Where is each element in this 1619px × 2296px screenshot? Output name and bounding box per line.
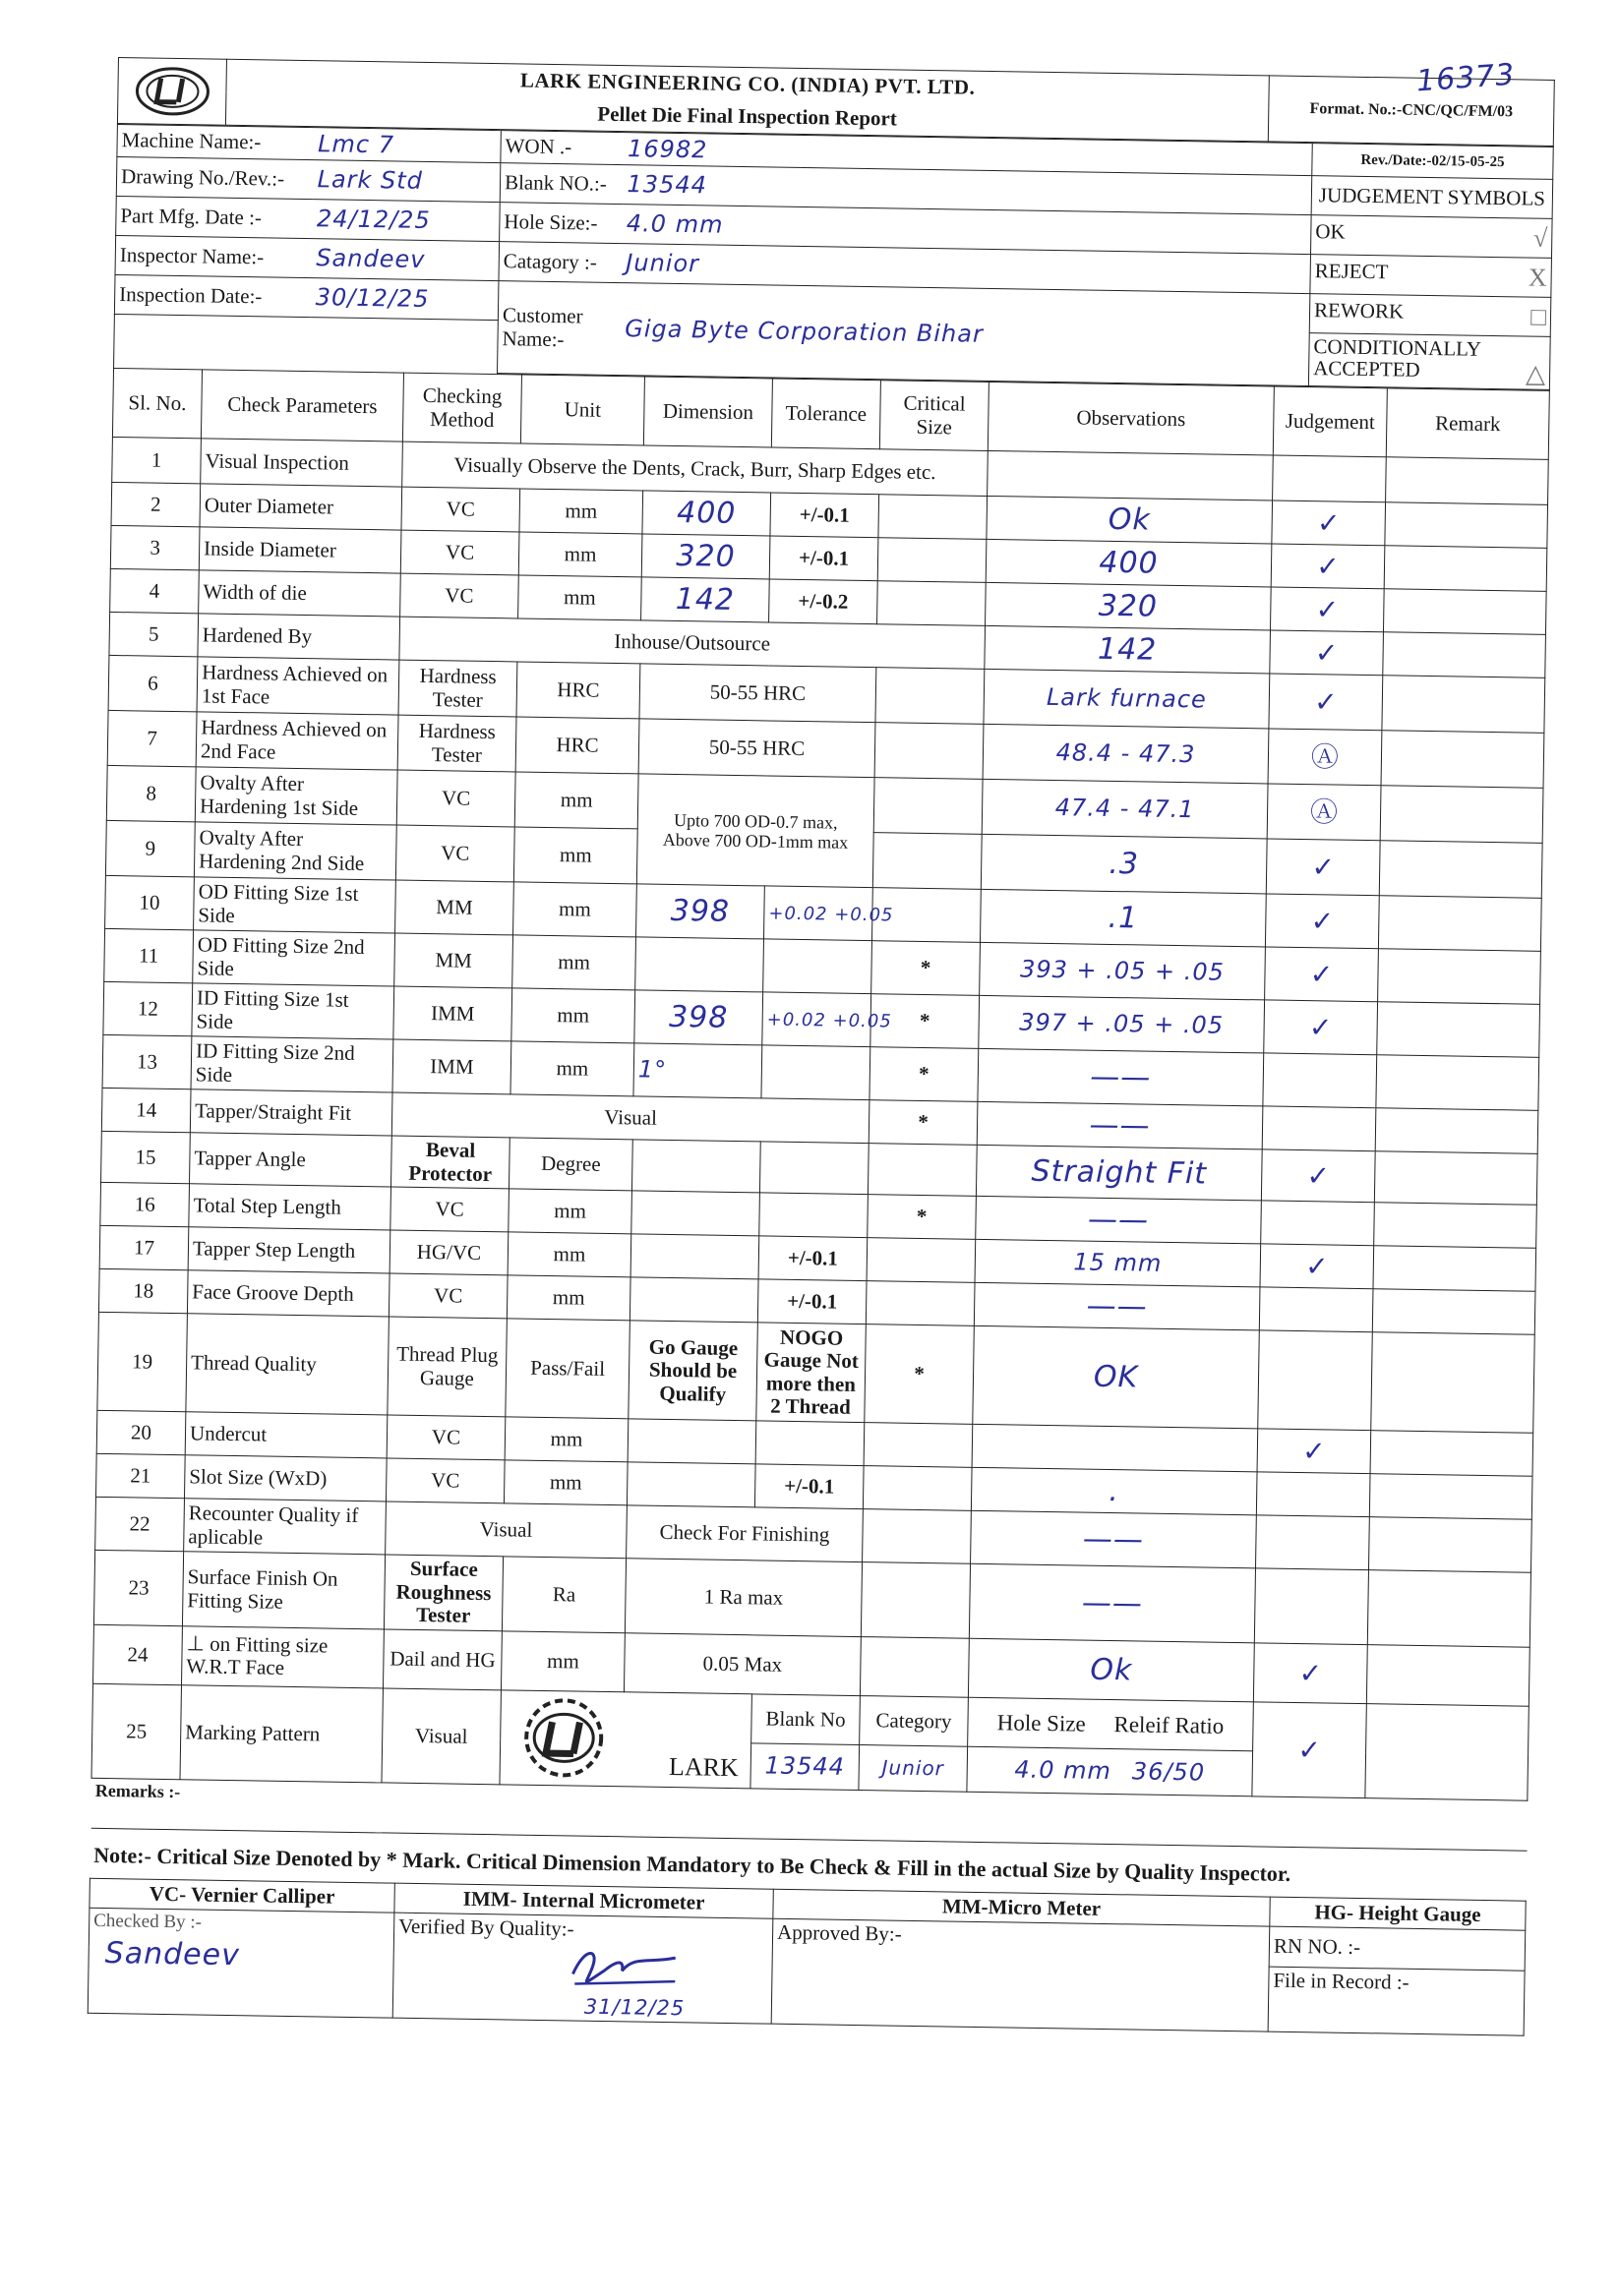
row-dimension: 320: [676, 539, 736, 574]
row-critical: [863, 1466, 972, 1511]
row-judgement: ✓: [1315, 593, 1340, 626]
row-param: Inside Diameter: [199, 527, 401, 573]
row-span-text: Visually Observe the Dents, Crack, Burr, Sharp Edges etc.: [402, 442, 989, 496]
row-sl: 22: [95, 1498, 185, 1552]
row-dimension: 1°: [637, 1055, 668, 1085]
row-unit: mm: [511, 988, 635, 1043]
row-param: Tapper Step Length: [188, 1227, 390, 1273]
marking-blank-no-value: 13544: [764, 1751, 846, 1781]
row-unit: mm: [507, 1275, 630, 1321]
marking-hole-size-label: Hole Size: [996, 1709, 1086, 1737]
row-unit: mm: [512, 935, 636, 990]
row-method: Dail and HG: [383, 1629, 502, 1690]
part-mfg-date-label: Part Mfg. Date :-: [116, 196, 314, 238]
gear-logo-icon: [505, 1696, 624, 1781]
marking-releif-ratio-value: 36/50: [1131, 1757, 1206, 1787]
row-method: VC: [401, 487, 520, 532]
row-dimension-span: 0.05 Max: [624, 1633, 861, 1696]
lark-text: LARK: [668, 1752, 739, 1783]
col-judgement: Judgement: [1273, 386, 1387, 457]
blank-no-value: 13544: [627, 170, 708, 200]
row-param: Total Step Length: [189, 1184, 391, 1230]
row-judgement: ✓: [1310, 905, 1335, 938]
row-sl: 10: [105, 876, 195, 930]
row-observation: 320: [1098, 588, 1159, 624]
row-observation: .1: [1108, 900, 1139, 936]
col-checking-method: Checking Method: [402, 373, 521, 443]
row-observation: ——: [1090, 1059, 1152, 1095]
marking-category-value: Junior: [881, 1755, 945, 1781]
row-unit: mm: [504, 1460, 628, 1505]
row-param: Surface Finish On Fitting Size: [182, 1552, 385, 1629]
row-dimension: 398: [670, 893, 731, 929]
verifier-signature-icon: [565, 1945, 684, 1992]
row-sl: 19: [97, 1313, 188, 1412]
row-tolerance: [755, 1421, 865, 1466]
row-dimension: 142: [675, 582, 736, 618]
row-tolerance: +/-0.1: [757, 1279, 867, 1325]
row-observation: ——: [1089, 1107, 1151, 1144]
row-method: VC: [396, 770, 515, 827]
row-param: Visual Inspection: [201, 439, 403, 487]
row-observation: .3: [1109, 846, 1140, 882]
row-param: Thread Quality: [186, 1314, 390, 1415]
row-sl: 6: [108, 656, 198, 712]
row-sl: 5: [109, 613, 199, 657]
row-method-span: Visual: [386, 1501, 628, 1559]
row-method: Visual: [382, 1688, 501, 1785]
col-observations: Observations: [988, 383, 1274, 456]
reject-symbol-label: REJECT: [1314, 259, 1389, 284]
row-method: VC: [390, 1187, 510, 1232]
row-observation: OK: [1093, 1359, 1139, 1395]
row-param: Ovalty After Hardening 2nd Side: [194, 822, 396, 880]
legend-mm: MM-Micro Meter: [773, 1889, 1270, 1926]
drawing-no-label: Drawing No./Rev.:-: [116, 156, 314, 199]
row-method: Hardness Tester: [398, 660, 517, 717]
judgement-symbol-rework: [1309, 294, 1551, 337]
row-unit: mm: [518, 532, 642, 577]
row-dimension-span: 1 Ra max: [625, 1559, 862, 1636]
row-param: Marking Pattern: [180, 1685, 383, 1783]
square-icon: □: [1530, 302, 1547, 331]
category-label: Catagory :-: [499, 242, 623, 283]
row-tolerance: +/-0.2: [769, 579, 878, 624]
checked-by-label: Checked By :-: [93, 1910, 203, 1933]
row-method: Hardness Tester: [397, 715, 516, 772]
row-tolerance: +/-0.1: [758, 1236, 868, 1281]
row-critical: [864, 1423, 973, 1468]
row-unit: HRC: [516, 662, 640, 719]
row-judgement: ✓: [1298, 1656, 1323, 1690]
row-tolerance: +0.02 +0.05: [766, 1009, 892, 1032]
part-mfg-date-value: 24/12/25: [316, 205, 431, 235]
row-method: VC: [389, 1273, 508, 1319]
row-tolerance: [761, 1045, 870, 1100]
row-critical: *: [868, 1195, 977, 1240]
row-sl: 18: [98, 1269, 188, 1314]
row-unit: Pass/Fail: [506, 1319, 630, 1419]
row-critical: *: [871, 941, 981, 996]
legend-vc: VC- Vernier Calliper: [90, 1878, 394, 1913]
file-in-record-label: File in Record :-: [1268, 1967, 1525, 2036]
row-observation: .: [1109, 1474, 1120, 1509]
row-judgement: ✓: [1297, 1733, 1322, 1767]
row-critical: [866, 1281, 975, 1326]
marking-hole-relief-labels: [968, 1697, 1254, 1751]
row-observation: 142: [1097, 631, 1158, 668]
row-method: VC: [386, 1458, 505, 1503]
row-unit: Ra: [502, 1557, 626, 1633]
inspection-date-value: 30/12/25: [315, 283, 430, 314]
row-sl: 3: [110, 526, 200, 570]
col-critical-size: Critical Size: [879, 381, 989, 451]
row-method: MM: [394, 933, 513, 988]
row-tolerance: +/-0.1: [770, 493, 879, 538]
checked-by-signature: Sandeev: [104, 1936, 241, 1973]
row-judgement: ✓: [1309, 958, 1334, 991]
row-param: OD Fitting Size 2nd Side: [193, 930, 395, 986]
row-sl: 21: [95, 1454, 185, 1499]
company-name: LARK ENGINEERING CO. (INDIA) PVT. LTD.: [226, 59, 1269, 108]
rn-no-label: RN NO. :-: [1269, 1926, 1526, 1971]
approved-by-label: Approved By:-: [771, 1918, 1270, 2031]
critical-size-note: Note:- Critical Size Denoted by * Mark. Critical Dimension Mandatory to Be Check & Fill in the actual Size by Quality Inspector.: [93, 1842, 1291, 1886]
row-param: Tapper/Straight Fit: [190, 1089, 392, 1136]
row-critical: *: [865, 1325, 975, 1425]
row-dimension: Go Gauge Should be Qualify: [629, 1321, 758, 1421]
row-observation: Straight Fit: [1031, 1153, 1208, 1192]
row-sl: 13: [102, 1035, 192, 1089]
row-sl: 12: [103, 982, 193, 1036]
row-critical: [878, 495, 988, 540]
row-critical: *: [870, 994, 980, 1049]
row-observation: 47.4 - 47.1: [1054, 794, 1195, 824]
marking-blank-no-label: Blank No: [751, 1694, 861, 1745]
row-unit: mm: [510, 1041, 634, 1096]
marking-logo-cell: [500, 1690, 751, 1789]
row-param: Tapper Angle: [190, 1133, 392, 1187]
row-observation: ——: [1082, 1521, 1145, 1558]
serial-number: 16373: [1414, 57, 1517, 99]
row-tolerance: +/-0.1: [769, 536, 878, 581]
row-sl: 17: [99, 1226, 189, 1270]
row-param: Width of die: [199, 570, 401, 617]
row-sl: 8: [106, 766, 196, 822]
row-unit: Degree: [509, 1138, 632, 1191]
row-sl: 11: [104, 929, 194, 983]
row-unit: mm: [513, 882, 637, 937]
verified-date: 31/12/25: [583, 1994, 686, 2021]
row-method: VC: [395, 825, 514, 882]
row-method: Surface Roughness Tester: [384, 1555, 503, 1630]
row-observation: Lark furnace: [1046, 683, 1208, 714]
col-check-parameters: Check Parameters: [201, 370, 403, 442]
hole-size-value: 4.0 mm: [626, 209, 724, 239]
row-judgement: ✓: [1306, 1159, 1331, 1193]
judgement-symbol-reject: [1310, 255, 1552, 298]
cross-icon: X: [1528, 263, 1547, 292]
inspector-name-label: Inspector Name:-: [115, 235, 313, 277]
col-tolerance: Tolerance: [771, 379, 880, 449]
customer-name-value: Giga Byte Corporation Bihar: [625, 315, 985, 349]
row-dimension-span: 50-55 HRC: [639, 664, 876, 723]
row-param: Hardened By: [198, 614, 400, 660]
row-observation: ——: [1087, 1202, 1150, 1238]
row-param: Slot Size (WxD): [184, 1455, 387, 1501]
row-tolerance: NOGO Gauge Not more then 2 Thread: [756, 1323, 867, 1423]
row-param: ⊥ on Fitting size W.R.T Face: [182, 1626, 385, 1688]
row-tolerance: +0.02 +0.05: [768, 903, 894, 926]
row-dimension-span: 50-55 HRC: [638, 719, 875, 778]
row-sl: 20: [96, 1411, 186, 1455]
row-observation: 15 mm: [1073, 1248, 1163, 1278]
row-unit: HRC: [515, 717, 639, 774]
machine-name-label: Machine Name:-: [117, 124, 314, 159]
row-sl: 14: [101, 1089, 191, 1133]
customer-name-label: Customer Name:-: [497, 281, 621, 376]
inspection-form: [89, 57, 1553, 2021]
rework-symbol-label: REWORK: [1313, 298, 1405, 324]
row-observation: 397 + .05 + .05: [1019, 1008, 1225, 1040]
row-unit: mm: [508, 1232, 631, 1277]
triangle-icon: △: [1525, 359, 1546, 388]
col-dimension: Dimension: [643, 377, 772, 447]
drawing-no-value: Lark Std: [317, 165, 424, 195]
report-title: Pellet Die Final Inspection Report: [225, 92, 1268, 142]
col-sl-no: Sl. No.: [112, 369, 202, 439]
row-unit: mm: [513, 827, 637, 884]
row-tolerance: [759, 1193, 869, 1238]
col-unit: Unit: [520, 375, 644, 445]
marking-releif-ratio-label: Releif Ratio: [1113, 1711, 1225, 1738]
row-method: Thread Plug Gauge: [388, 1317, 508, 1417]
legend-imm: IMM- Internal Micrometer: [394, 1883, 773, 1918]
check-table: [90, 368, 1550, 1851]
conditional-symbol-label: CONDITIONALLY ACCEPTED: [1312, 334, 1481, 382]
row-sl: 4: [110, 569, 200, 614]
row-observation: ——: [1081, 1585, 1144, 1621]
row-param: Outer Diameter: [200, 484, 402, 530]
row-sl: 16: [100, 1183, 190, 1227]
category-value: Junior: [626, 249, 700, 278]
lark-logo-icon: [133, 64, 212, 118]
row-sl: 7: [107, 711, 197, 767]
judgement-symbol-ok: [1310, 215, 1552, 259]
header-info: [113, 124, 1554, 390]
row-judgement: ✓: [1301, 1435, 1326, 1468]
row-observation: 393 + .05 + .05: [1019, 955, 1226, 987]
row-sl: 23: [93, 1551, 183, 1626]
row-judgement: ✓: [1313, 685, 1338, 719]
row-observation: ——: [1086, 1288, 1148, 1325]
format-number: Format. No.:-CNC/QC/FM/03: [1268, 76, 1554, 147]
row-critical: *: [869, 1047, 979, 1102]
row-judgement: ✓: [1308, 1011, 1333, 1044]
row-dimension: 400: [676, 496, 737, 531]
judgement-symbol-conditional: [1308, 333, 1550, 390]
row-param: Face Groove Depth: [187, 1270, 390, 1317]
row-param: Hardness Achieved on 2nd Face: [196, 712, 398, 770]
judgement-symbols-title: JUDGEMENT SYMBOLS: [1311, 176, 1553, 219]
row-method: VC: [400, 530, 519, 575]
machine-name-value: Lmc 7: [317, 129, 395, 158]
row-judgement: ✓: [1316, 550, 1341, 583]
remarks-label: Remarks :-: [90, 1778, 1528, 1851]
row-unit: mm: [519, 489, 643, 534]
row-param: Recounter Quality if aplicable: [184, 1499, 387, 1555]
marking-category-label: Category: [860, 1695, 969, 1746]
row-unit: mm: [514, 772, 638, 829]
ovalty-spec: Upto 700 OD-0.7 max, Above 700 OD-1mm max: [636, 774, 874, 888]
won-label: WON .-: [501, 131, 625, 165]
ok-symbol-label: OK: [1315, 219, 1346, 244]
row-observation: 400: [1099, 545, 1159, 581]
rev-date: Rev./Date:-02/15-05-25: [1312, 144, 1553, 180]
row-sl: 24: [93, 1624, 183, 1684]
hole-size-label: Hole Size:-: [500, 203, 624, 244]
row-param: ID Fitting Size 1st Side: [192, 983, 394, 1039]
row-critical: [868, 1144, 977, 1197]
marking-hole-size-value: 4.0 mm: [1014, 1755, 1112, 1786]
row-critical: [877, 538, 987, 583]
row-unit: mm: [501, 1631, 625, 1692]
row-judgement: ✓: [1316, 506, 1341, 540]
row-param: OD Fitting Size 1st Side: [194, 877, 396, 933]
check-icon: √: [1532, 223, 1548, 253]
row-judgement: ✓: [1304, 1250, 1329, 1283]
row-param: Ovalty After Hardening 1st Side: [195, 767, 397, 825]
col-remark: Remark: [1386, 388, 1549, 460]
row-critical: [867, 1238, 976, 1283]
row-param: ID Fitting Size 2nd Side: [191, 1036, 393, 1092]
row-method: Beval Protector: [390, 1136, 510, 1189]
row-unit: mm: [509, 1189, 632, 1234]
row-method: VC: [387, 1415, 506, 1460]
legend-hg: HG- Height Gauge: [1270, 1897, 1526, 1930]
verified-by-label: Verified By Quality:-: [397, 1913, 574, 1941]
row-sl: 2: [111, 483, 201, 527]
row-param: Hardness Achieved on 1st Face: [197, 657, 399, 715]
row-judgement: Ⓐ: [1310, 740, 1340, 774]
inspector-name-value: Sandeev: [316, 244, 426, 273]
row-unit: mm: [518, 575, 642, 620]
row-method: VC: [400, 573, 519, 618]
row-span-text: Inhouse/Outsource: [399, 617, 986, 669]
row-unit: mm: [505, 1417, 629, 1462]
row-method: IMM: [393, 986, 512, 1041]
row-observation: 48.4 - 47.3: [1055, 738, 1196, 769]
inspection-date-label: Inspection Date:-: [114, 274, 312, 317]
row-span-text: Visual: [391, 1092, 869, 1144]
row-observation: Ok: [1108, 501, 1152, 538]
won-value: 16982: [627, 134, 708, 163]
row-critical: [877, 581, 987, 626]
row-dimension: 398: [668, 999, 729, 1035]
row-judgement: ✓: [1311, 851, 1336, 884]
row-judgement: Ⓐ: [1309, 795, 1339, 829]
row-sl: 15: [101, 1132, 191, 1184]
row-sl: 1: [112, 438, 202, 484]
row-method: IMM: [392, 1039, 511, 1094]
row-dimension-span: Check For Finishing: [627, 1505, 864, 1562]
row-method: HG/VC: [390, 1230, 509, 1275]
row-observation: Ok: [1090, 1652, 1133, 1688]
footer-block: [88, 1878, 1527, 2036]
company-logo: [117, 58, 226, 126]
row-critical: *: [869, 1100, 978, 1146]
blank-no-label: Blank NO.:-: [500, 163, 624, 205]
row-param: Undercut: [185, 1412, 388, 1458]
row-method: MM: [395, 880, 514, 935]
row-sl: 25: [91, 1683, 181, 1779]
row-tolerance: +/-0.1: [754, 1464, 864, 1509]
row-sl: 9: [105, 821, 195, 877]
row-judgement: ✓: [1314, 636, 1339, 670]
